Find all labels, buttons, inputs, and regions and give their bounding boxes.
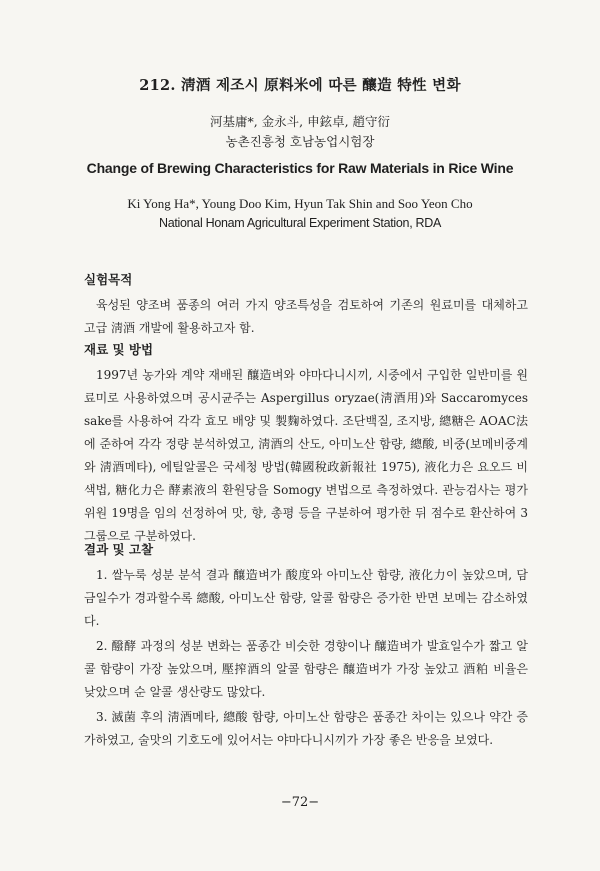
page-number: −72− bbox=[280, 795, 320, 810]
materials-heading: 재료 및 방법 bbox=[84, 342, 154, 357]
result-item-3: 3. 滅菌 후의 淸酒메타, 總酸 함량, 아미노산 함량은 품종간 차이는 있으나 약간 증가하였고, 술맛의 기호도에 있어서는 야마다니시끼가 가장 좋은 반응을 보였다. bbox=[84, 710, 528, 747]
title-korean: 212. 淸酒 제조시 原料米에 따른 釀造 特性 변화 bbox=[139, 77, 461, 94]
authors-korean: 河基庸*, 金永斗, 申鉉卓, 趙守衍 bbox=[209, 114, 391, 129]
objective-section bbox=[84, 270, 528, 340]
results-section bbox=[84, 540, 528, 754]
objective-heading: 실험목적 bbox=[84, 272, 133, 287]
materials-text: 1997년 농가와 계약 재배된 釀造벼와 야마다니시끼, 시중에서 구입한 일반미를 원료미로 사용하였으며 공시균주는 Aspergillus oryzae(淸酒用)와 Saccaromyces sake를 사용하여 각각 효모 배양 및 製麴하였다. 조단백질, 조지방, 總糖은 AOAC法에 준하여 각각 정량 분석하였고, 淸酒의 산도, 아미노산 함량, 總酸, 비중(보메비중계와 淸酒메타), 에틸알콜은 국세청 방법(韓國稅政新報社 1975), 液化力은 요오드 비색법, 糖化力은 酵素液의 환원당을 Somogy 변법으로 측정하였다. 관능검사는 평가위원 19명을 임의 선정하여 맛, 향, 총평 등을 구분하여 평가한 뒤 점수로 환산하여 3그룹으로 구분하였다. bbox=[84, 368, 528, 543]
materials-section bbox=[84, 340, 528, 548]
institution-korean: 농촌진흥청 호남농업시험장 bbox=[225, 134, 375, 149]
institution-english: National Honam Agricultural Experiment Station, RDA bbox=[158, 216, 442, 230]
result-item-1: 1. 쌀누룩 성분 분석 결과 釀造벼가 酸度와 아미노산 함량, 液化力이 높았으며, 담금일수가 경과할수록 總酸, 아미노산 함량, 알콜 함량은 증가한 반면 보메는 감소하였다. bbox=[84, 568, 528, 628]
result-item-2: 2. 醱酵 과정의 성분 변화는 품종간 비슷한 경향이나 釀造벼가 발효일수가 짧고 알콜 함량이 가장 높았으며, 壓搾酒의 알콜 함량은 釀造벼가 가장 높았고 酒粕 비율은 낮았으며 순 알콜 생산량도 많았다. bbox=[84, 639, 528, 699]
results-heading: 결과 및 고찰 bbox=[84, 542, 154, 557]
title-english: Change of Brewing Characteristics for Raw Materials in Rice Wine bbox=[86, 160, 514, 176]
objective-text: 육성된 양조벼 품종의 여러 가지 양조특성을 검토하여 기존의 원료미를 대체하고 고급 淸酒 개발에 활용하고자 함. bbox=[84, 298, 528, 335]
authors-english: Ki Yong Ha*, Young Doo Kim, Hyun Tak Shin and Soo Yeon Cho bbox=[127, 196, 473, 211]
